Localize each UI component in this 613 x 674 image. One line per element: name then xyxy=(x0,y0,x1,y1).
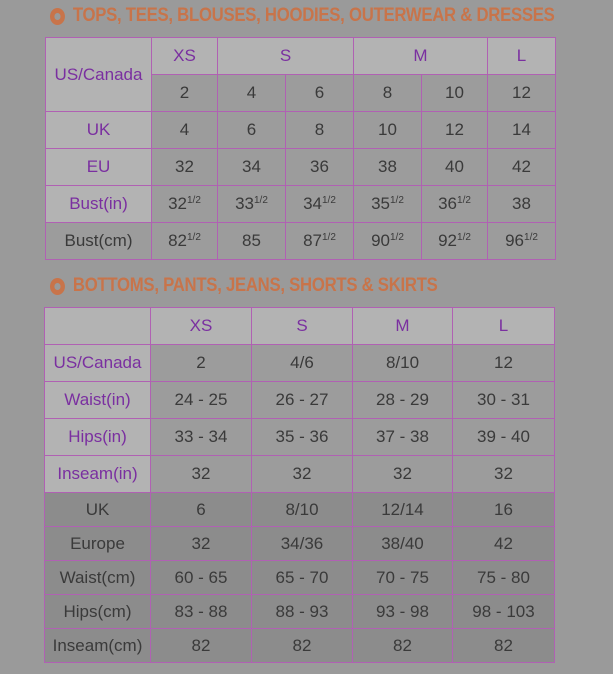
row-label-us-canada: US/Canada xyxy=(45,345,151,382)
waist-in-value: 30 - 31 xyxy=(453,382,555,419)
us-value: 8 xyxy=(354,75,422,112)
bust-in-value: $32^{1/2}$ xyxy=(152,186,218,223)
bust-cm-value: $92^{1/2}$ xyxy=(422,223,488,260)
bullet-circle-icon xyxy=(50,8,65,25)
us-canada-row xyxy=(45,345,555,382)
waist-in-value: 26 - 27 xyxy=(252,382,353,419)
tops-title-text: TOPS, TEES, BLOUSES, HOODIES, OUTERWEAR & DRESSES xyxy=(72,5,555,26)
inseam-in-value: 32 xyxy=(353,456,453,493)
bust-cm-value: $82^{1/2}$ xyxy=(152,223,218,260)
eu-value: 38 xyxy=(354,149,422,186)
us-value: 12 xyxy=(453,345,555,382)
waist-in-row xyxy=(45,382,555,419)
uk-value: 14 xyxy=(488,112,556,149)
bottoms-section-title xyxy=(50,275,438,297)
inseam-cm-value: 82 xyxy=(252,629,353,663)
us-value: 2 xyxy=(151,345,252,382)
hips-in-value: 39 - 40 xyxy=(453,419,555,456)
eu-value: 36 xyxy=(286,149,354,186)
inseam-cm-value: 82 xyxy=(353,629,453,663)
waist-cm-value: 75 - 80 xyxy=(453,561,555,595)
bottoms-size-table xyxy=(44,307,555,663)
us-value: 12 xyxy=(488,75,556,112)
eu-value: 34 xyxy=(218,149,286,186)
row-label-hips-in: Hips(in) xyxy=(45,419,151,456)
inseam-in-value: 32 xyxy=(252,456,353,493)
eu-row xyxy=(46,149,556,186)
size-header-s: S xyxy=(218,38,354,75)
bust-cm-value: $87^{1/2}$ xyxy=(286,223,354,260)
inseam-in-value: 32 xyxy=(151,456,252,493)
us-value: 2 xyxy=(152,75,218,112)
bust-cm-value: 85 xyxy=(218,223,286,260)
inseam-cm-value: 82 xyxy=(453,629,555,663)
row-label-hips-cm: Hips(cm) xyxy=(45,595,151,629)
bullet-circle-icon xyxy=(50,278,65,295)
europe-value: 42 xyxy=(453,527,555,561)
europe-value: 34/36 xyxy=(252,527,353,561)
row-label-waist-cm: Waist(cm) xyxy=(45,561,151,595)
corner-cell xyxy=(45,308,151,345)
europe-value: 32 xyxy=(151,527,252,561)
row-label-uk: UK xyxy=(45,493,151,527)
eu-value: 32 xyxy=(152,149,218,186)
europe-value: 38/40 xyxy=(353,527,453,561)
us-value: 4/6 xyxy=(252,345,353,382)
size-header-s: S xyxy=(252,308,353,345)
uk-value: 4 xyxy=(152,112,218,149)
uk-value: 6 xyxy=(218,112,286,149)
us-canada-label: US/Canada xyxy=(46,38,152,112)
us-value: 4 xyxy=(218,75,286,112)
uk-value: 12 xyxy=(422,112,488,149)
us-value: 8/10 xyxy=(353,345,453,382)
size-header-l: L xyxy=(488,38,556,75)
hips-cm-value: 93 - 98 xyxy=(353,595,453,629)
inseam-cm-value: 82 xyxy=(151,629,252,663)
eu-value: 42 xyxy=(488,149,556,186)
hips-in-value: 37 - 38 xyxy=(353,419,453,456)
row-label-inseam-in: Inseam(in) xyxy=(45,456,151,493)
hips-cm-value: 83 - 88 xyxy=(151,595,252,629)
bust-cm-value: $96^{1/2}$ xyxy=(488,223,556,260)
size-header-xs: XS xyxy=(151,308,252,345)
bust-in-value: 38 xyxy=(488,186,556,223)
uk-value: 10 xyxy=(354,112,422,149)
uk-row xyxy=(45,493,555,527)
hips-cm-value: 98 - 103 xyxy=(453,595,555,629)
hips-in-value: 33 - 34 xyxy=(151,419,252,456)
hips-in-row xyxy=(45,419,555,456)
tops-size-table xyxy=(45,37,556,260)
inseam-in-row xyxy=(45,456,555,493)
bust-cm-row xyxy=(46,223,556,260)
uk-value: 16 xyxy=(453,493,555,527)
bust-in-value: $33^{1/2}$ xyxy=(218,186,286,223)
row-label-bust-cm: Bust(cm) xyxy=(46,223,152,260)
row-label-eu: EU xyxy=(46,149,152,186)
row-label-europe: Europe xyxy=(45,527,151,561)
waist-cm-row xyxy=(45,561,555,595)
bust-in-value: $36^{1/2}$ xyxy=(422,186,488,223)
size-header-xs: XS xyxy=(152,38,218,75)
inseam-cm-row xyxy=(45,629,555,663)
uk-value: 12/14 xyxy=(353,493,453,527)
europe-row xyxy=(45,527,555,561)
us-value: 6 xyxy=(286,75,354,112)
bust-in-value: $35^{1/2}$ xyxy=(354,186,422,223)
bust-cm-value: $90^{1/2}$ xyxy=(354,223,422,260)
size-header-m: M xyxy=(353,308,453,345)
hips-in-value: 35 - 36 xyxy=(252,419,353,456)
waist-cm-value: 70 - 75 xyxy=(353,561,453,595)
size-header-l: L xyxy=(453,308,555,345)
us-value: 10 xyxy=(422,75,488,112)
uk-value: 8/10 xyxy=(252,493,353,527)
hips-cm-value: 88 - 93 xyxy=(252,595,353,629)
waist-cm-value: 65 - 70 xyxy=(252,561,353,595)
bottoms-title-text: BOTTOMS, PANTS, JEANS, SHORTS & SKIRTS xyxy=(72,275,438,296)
eu-value: 40 xyxy=(422,149,488,186)
bottoms-header-row xyxy=(45,308,555,345)
bust-in-row xyxy=(46,186,556,223)
waist-in-value: 28 - 29 xyxy=(353,382,453,419)
waist-cm-value: 60 - 65 xyxy=(151,561,252,595)
uk-row xyxy=(46,112,556,149)
tops-section-title xyxy=(50,5,555,27)
row-label-bust-in: Bust(in) xyxy=(46,186,152,223)
uk-value: 6 xyxy=(151,493,252,527)
row-label-waist-in: Waist(in) xyxy=(45,382,151,419)
size-header-m: M xyxy=(354,38,488,75)
row-label-inseam-cm: Inseam(cm) xyxy=(45,629,151,663)
bust-in-value: $34^{1/2}$ xyxy=(286,186,354,223)
inseam-in-value: 32 xyxy=(453,456,555,493)
row-label-uk: UK xyxy=(46,112,152,149)
hips-cm-row xyxy=(45,595,555,629)
waist-in-value: 24 - 25 xyxy=(151,382,252,419)
uk-value: 8 xyxy=(286,112,354,149)
